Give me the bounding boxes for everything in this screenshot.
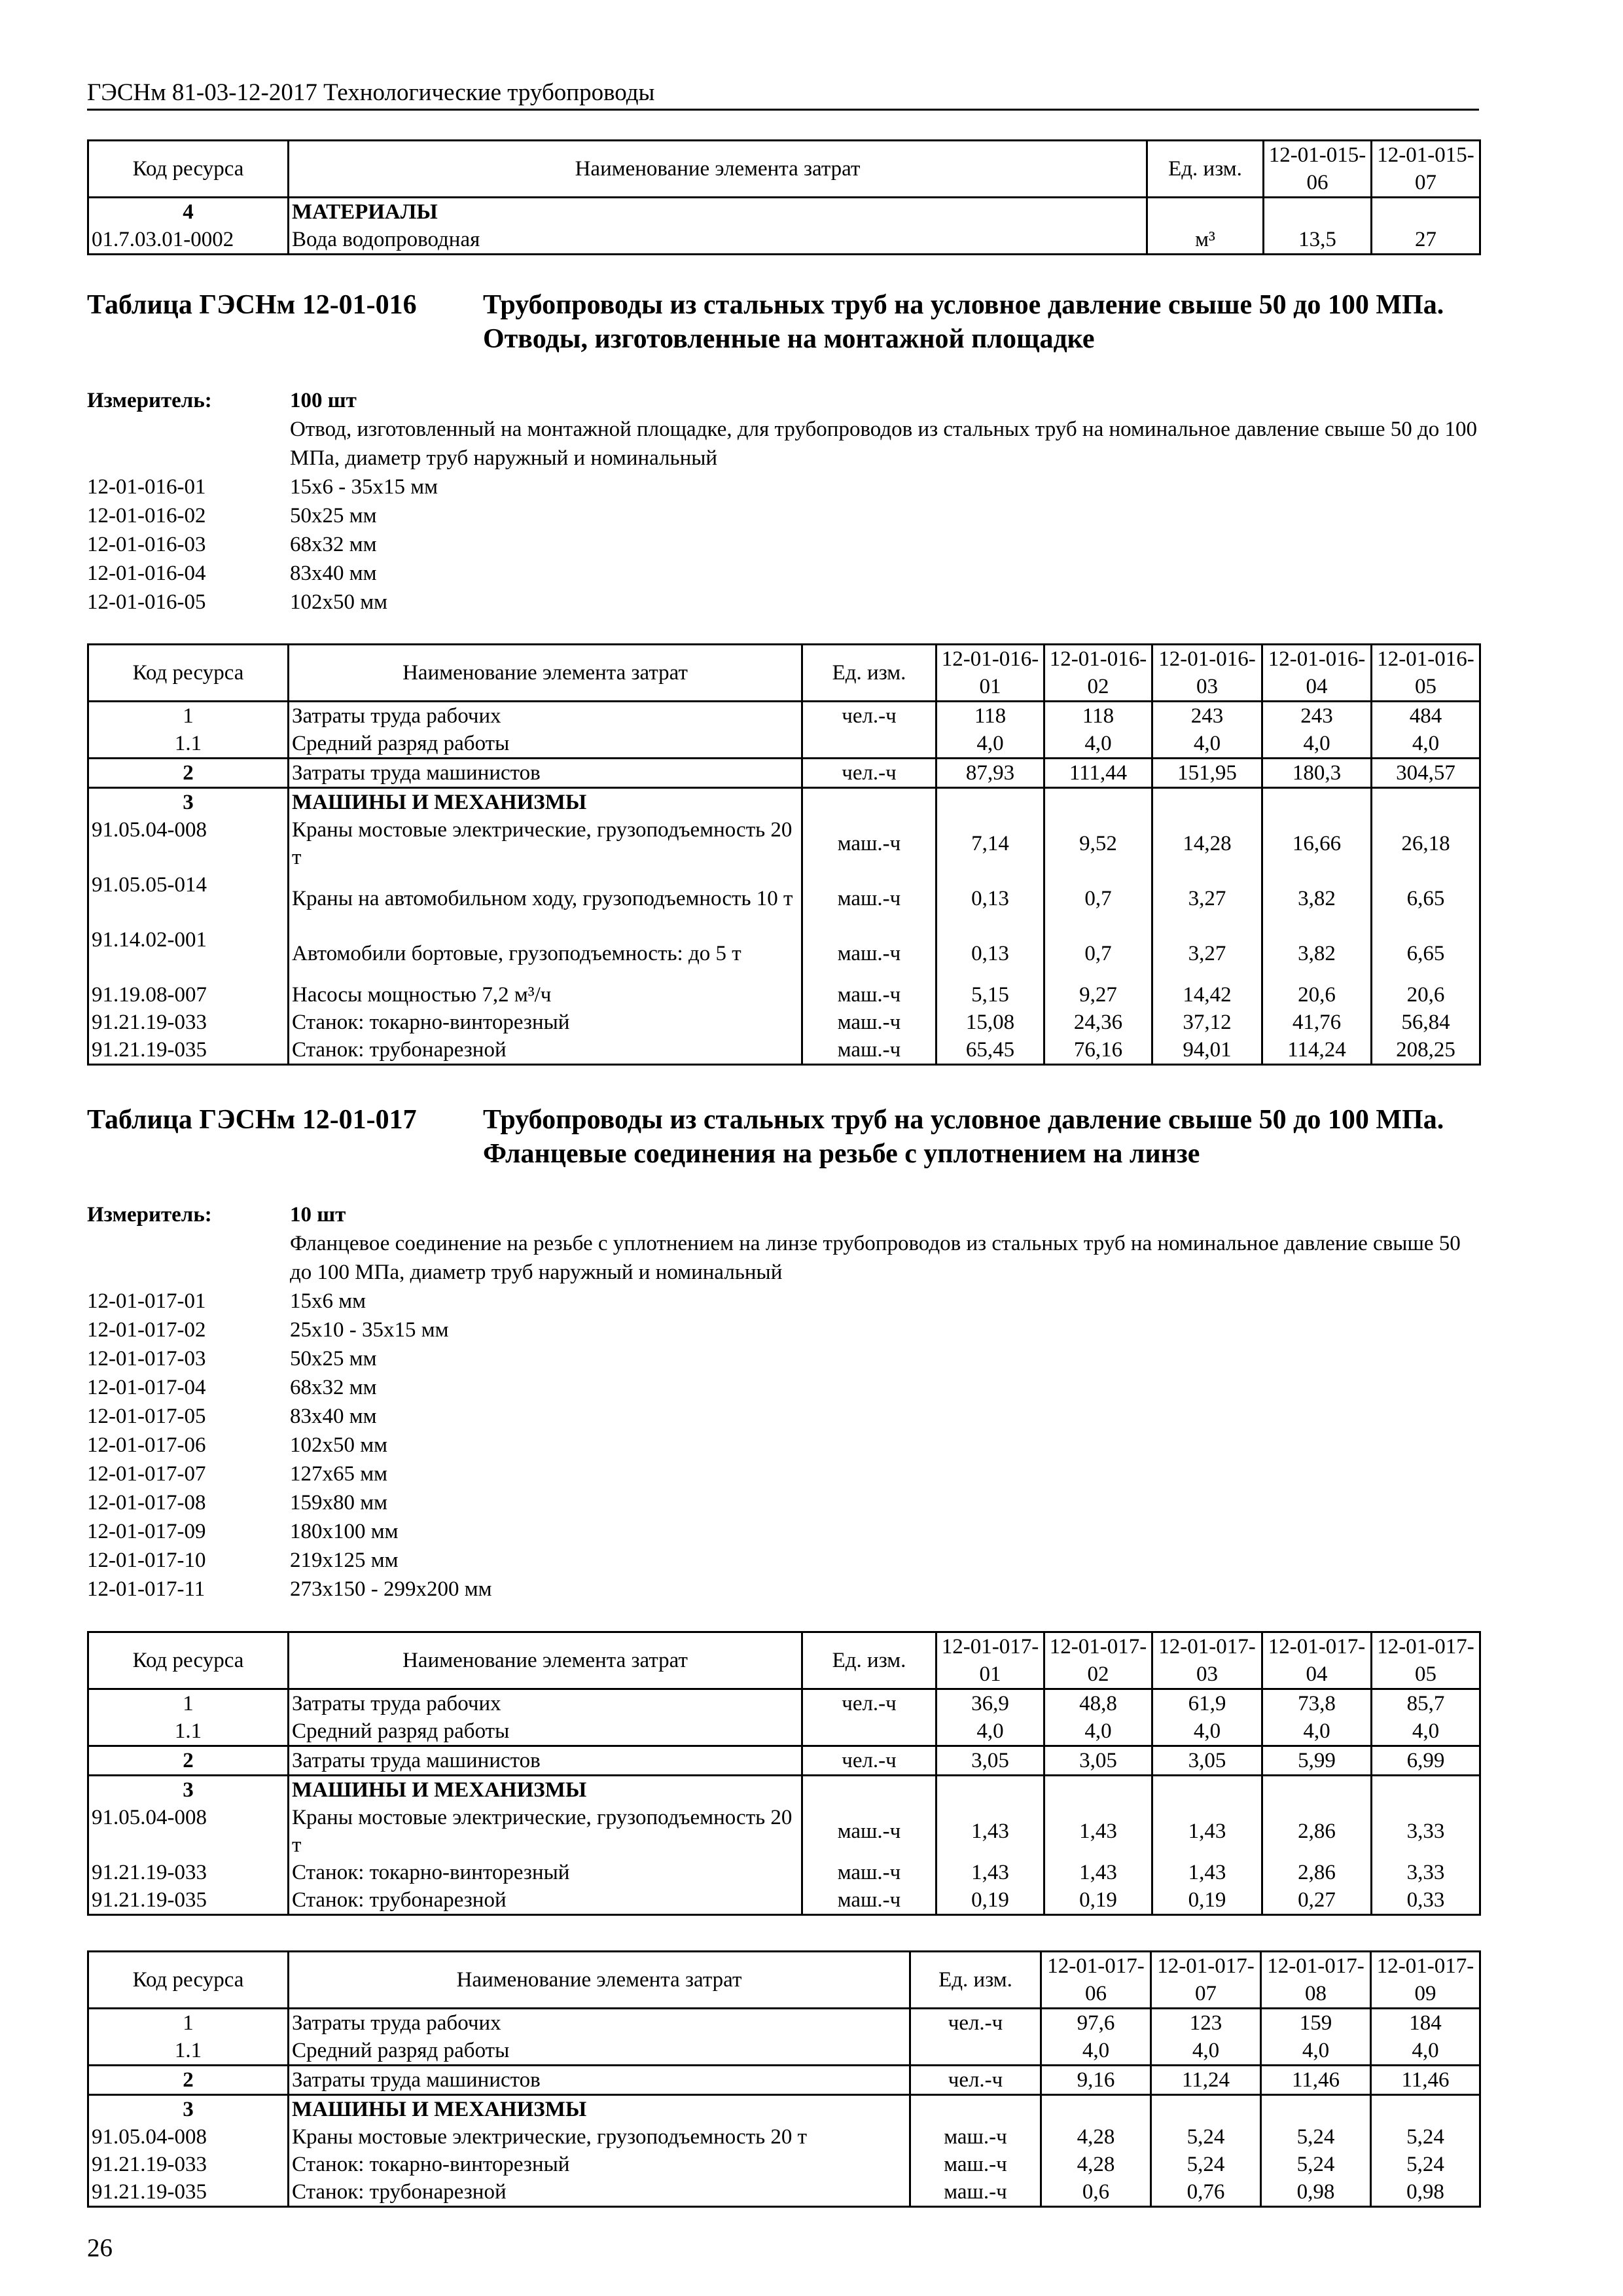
col-header-code: Код ресурса	[88, 141, 289, 198]
value-cell: 304,57	[1372, 759, 1480, 788]
unit-cell: маш.-ч	[802, 1859, 936, 1886]
cost-element-name: Вода водопроводная	[289, 226, 1147, 255]
unit-cell: чел.-ч	[910, 2009, 1041, 2037]
cost-element-name: Средний разряд работы	[289, 730, 802, 759]
col-header-name: Наименование элемента затрат	[289, 1632, 802, 1689]
col-header-rate: 12-01-016-02	[1044, 645, 1152, 702]
resource-table-015	[87, 139, 1481, 255]
resource-code: 2	[88, 759, 289, 788]
value-cell: 56,84	[1372, 1009, 1480, 1036]
item-code: 12-01-017-02	[87, 1318, 206, 1342]
table-row	[88, 2178, 1480, 2207]
value-cell: 9,52	[1044, 816, 1152, 871]
cost-element-name: Станок: трубонарезной	[289, 2178, 910, 2207]
value-cell: 5,24	[1261, 2151, 1371, 2178]
value-cell: 0,6	[1041, 2178, 1151, 2207]
unit-cell: чел.-ч	[802, 702, 936, 730]
page-header: ГЭСНм 81-03-12-2017 Технологические трубопроводы	[87, 79, 1479, 111]
value-cell: 13,5	[1264, 226, 1372, 255]
value-cell: 4,0	[1044, 1717, 1152, 1746]
value-cell: 4,28	[1041, 2123, 1151, 2151]
table-row	[88, 871, 1480, 926]
table-row	[88, 2123, 1480, 2151]
value-cell: 4,0	[936, 1717, 1044, 1746]
resource-code: 91.14.02-001	[88, 926, 289, 981]
table-row	[88, 926, 1480, 981]
value-cell: 97,6	[1041, 2009, 1151, 2037]
value-cell: 6,65	[1372, 871, 1480, 926]
table-number: Таблица ГЭСНм 12-01-017	[87, 1105, 417, 1135]
col-header-unit: Ед. изм.	[802, 645, 936, 702]
resource-code: 91.21.19-033	[88, 2151, 289, 2178]
cost-element-name: Станок: токарно-винторезный	[289, 1009, 802, 1036]
unit-cell: маш.-ч	[802, 1009, 936, 1036]
value-cell: 0,13	[936, 926, 1044, 981]
col-header-name: Наименование элемента затрат	[289, 141, 1147, 198]
col-header-rate: 12-01-017-02	[1044, 1632, 1152, 1689]
value-cell: 243	[1152, 702, 1262, 730]
col-header-rate: 12-01-017-07	[1151, 1952, 1261, 2009]
value-cell: 87,93	[936, 759, 1044, 788]
value-cell: 5,24	[1151, 2151, 1261, 2178]
cost-element-name: Затраты труда машинистов	[289, 1746, 802, 1776]
unit-cell: маш.-ч	[802, 981, 936, 1009]
col-header-rate: 12-01-015-06	[1264, 141, 1372, 198]
col-header-code: Код ресурса	[88, 645, 289, 702]
unit-cell: чел.-ч	[802, 1746, 936, 1776]
value-cell: 85,7	[1372, 1689, 1480, 1718]
value-cell: 4,0	[1152, 1717, 1262, 1746]
item-text: 15х6 мм	[290, 1289, 366, 1313]
value-cell: 6,99	[1372, 1746, 1480, 1776]
value-cell: 3,82	[1262, 926, 1372, 981]
value-cell: 4,0	[1262, 1717, 1372, 1746]
table-row	[88, 816, 1480, 871]
value-cell: 118	[1044, 702, 1152, 730]
resource-code: 1.1	[88, 2037, 289, 2066]
value-cell: 4,0	[1151, 2037, 1261, 2066]
value-cell: 4,0	[1261, 2037, 1371, 2066]
table-row	[88, 1746, 1480, 1776]
value-cell: 5,99	[1262, 1746, 1372, 1776]
value-cell: 3,27	[1152, 926, 1262, 981]
value-cell: 123	[1151, 2009, 1261, 2037]
value-cell: 7,14	[936, 816, 1044, 871]
resource-table-017-a	[87, 1631, 1481, 1916]
value-cell: 0,19	[1044, 1886, 1152, 1915]
value-cell: 0,7	[1044, 871, 1152, 926]
value-cell: 111,44	[1044, 759, 1152, 788]
col-header-rate: 12-01-015-07	[1372, 141, 1480, 198]
value-cell: 24,36	[1044, 1009, 1152, 1036]
value-cell: 9,27	[1044, 981, 1152, 1009]
col-header-unit: Ед. изм.	[1147, 141, 1264, 198]
resource-code: 91.05.04-008	[88, 1804, 289, 1859]
value-cell: 151,95	[1152, 759, 1262, 788]
meter-label: Измеритель:	[87, 389, 212, 412]
value-cell: 61,9	[1152, 1689, 1262, 1718]
col-header-rate: 12-01-017-01	[936, 1632, 1044, 1689]
table-row	[88, 981, 1480, 1009]
meter-block	[87, 1200, 1479, 1604]
value-cell: 0,98	[1371, 2178, 1480, 2207]
resource-code: 2	[88, 2066, 289, 2095]
item-text: 50х25 мм	[290, 504, 377, 528]
table-row	[88, 1717, 1480, 1746]
value-cell: 4,0	[1372, 730, 1480, 759]
col-header-rate: 12-01-017-08	[1261, 1952, 1371, 2009]
value-cell: 4,0	[936, 730, 1044, 759]
resource-code: 01.7.03.01-0002	[88, 226, 289, 255]
col-header-rate: 12-01-017-06	[1041, 1952, 1151, 2009]
item-text: 83х40 мм	[290, 562, 377, 585]
table-row	[88, 2009, 1480, 2037]
meter-description: Отвод, изготовленный на монтажной площадке, для трубопроводов из стальных труб на номинальное давление свыше 50 до 100 МПа, диаметр труб наружный и номинальный	[290, 418, 1478, 470]
value-cell: 184	[1371, 2009, 1480, 2037]
value-cell: 94,01	[1152, 1036, 1262, 1065]
item-text: 50х25 мм	[290, 1347, 377, 1371]
col-header-name: Наименование элемента затрат	[289, 645, 802, 702]
col-header-name: Наименование элемента затрат	[289, 1952, 910, 2009]
resource-code: 3	[88, 788, 289, 817]
table-row	[88, 1689, 1480, 1718]
value-cell: 3,27	[1152, 871, 1262, 926]
resource-code: 2	[88, 1746, 289, 1776]
item-text: 15х6 - 35х15 мм	[290, 475, 438, 499]
cost-element-name: Станок: токарно-винторезный	[289, 2151, 910, 2178]
col-header-rate: 12-01-016-01	[936, 645, 1044, 702]
item-code: 12-01-016-05	[87, 590, 206, 614]
value-cell: 5,24	[1371, 2123, 1480, 2151]
resource-table-016	[87, 643, 1481, 1066]
value-cell: 0,13	[936, 871, 1044, 926]
item-code: 12-01-016-02	[87, 504, 206, 528]
unit-cell: маш.-ч	[802, 926, 936, 981]
resource-code: 91.19.08-007	[88, 981, 289, 1009]
table-row	[88, 2095, 1480, 2124]
resource-code: 91.21.19-035	[88, 2178, 289, 2207]
value-cell: 1,43	[1152, 1804, 1262, 1859]
table-row	[88, 702, 1480, 730]
meter-description: Фланцевое соединение на резьбе с уплотнением на линзе трубопроводов из стальных труб на номинальное давление свыше 50 до 100 МПа, диаметр труб наружный и номинальный	[290, 1232, 1461, 1284]
value-cell: 73,8	[1262, 1689, 1372, 1718]
value-cell: 3,33	[1372, 1804, 1480, 1859]
table-row	[88, 1009, 1480, 1036]
cost-element-name: Средний разряд работы	[289, 2037, 910, 2066]
cost-element-name: Краны мостовые электрические, грузоподъемность 20 т	[289, 1804, 802, 1859]
value-cell: 16,66	[1262, 816, 1372, 871]
col-header-rate: 12-01-016-03	[1152, 645, 1262, 702]
resource-code: 91.05.04-008	[88, 2123, 289, 2151]
item-text: 273х150 - 299х200 мм	[290, 1577, 492, 1601]
value-cell: 4,0	[1152, 730, 1262, 759]
value-cell: 1,43	[936, 1804, 1044, 1859]
col-header-rate: 12-01-016-04	[1262, 645, 1372, 702]
item-text: 159х80 мм	[290, 1491, 388, 1515]
unit-cell: чел.-ч	[802, 1689, 936, 1718]
resource-code: 91.21.19-033	[88, 1009, 289, 1036]
resource-code: 1	[88, 1689, 289, 1718]
item-code: 12-01-017-05	[87, 1405, 206, 1428]
value-cell: 9,16	[1041, 2066, 1151, 2095]
cost-element-name: МАШИНЫ И МЕХАНИЗМЫ	[289, 788, 802, 817]
resource-code: 1	[88, 702, 289, 730]
value-cell: 20,6	[1372, 981, 1480, 1009]
unit-cell: чел.-ч	[910, 2066, 1041, 2095]
unit-cell: маш.-ч	[802, 1036, 936, 1065]
table-heading: Трубопроводы из стальных труб на условное давление свыше 50 до 100 МПа. Фланцевые соединения на резьбе с уплотнением на линзе	[483, 1105, 1444, 1169]
value-cell: 37,12	[1152, 1009, 1262, 1036]
cost-element-name: Краны мостовые электрические, грузоподъемность 20 т	[289, 2123, 910, 2151]
table-row	[88, 2151, 1480, 2178]
value-cell: 1,43	[1044, 1804, 1152, 1859]
cost-element-name: Насосы мощностью 7,2 м³/ч	[289, 981, 802, 1009]
col-header-code: Код ресурса	[88, 1632, 289, 1689]
item-code: 12-01-017-03	[87, 1347, 206, 1371]
value-cell: 11,24	[1151, 2066, 1261, 2095]
value-cell: 11,46	[1371, 2066, 1480, 2095]
table-row	[88, 2066, 1480, 2095]
cost-element-name: Станок: токарно-винторезный	[289, 1859, 802, 1886]
value-cell: 65,45	[936, 1036, 1044, 1065]
unit-cell: чел.-ч	[802, 759, 936, 788]
meter-value: 100 шт	[290, 389, 357, 412]
cost-element-name: Затраты труда машинистов	[289, 759, 802, 788]
unit-cell: маш.-ч	[802, 1886, 936, 1915]
cost-element-name: МАШИНЫ И МЕХАНИЗМЫ	[289, 2095, 910, 2124]
resource-code: 1	[88, 2009, 289, 2037]
unit-cell: маш.-ч	[802, 1804, 936, 1859]
resource-code: 91.05.04-008	[88, 816, 289, 871]
value-cell: 0,76	[1151, 2178, 1261, 2207]
resource-code: 1.1	[88, 1717, 289, 1746]
table-row	[88, 226, 1480, 255]
value-cell: 5,24	[1371, 2151, 1480, 2178]
value-cell: 6,65	[1372, 926, 1480, 981]
col-header-rate: 12-01-016-05	[1372, 645, 1480, 702]
meter-block	[87, 386, 1479, 617]
resource-code: 91.05.05-014	[88, 871, 289, 926]
value-cell: 3,33	[1372, 1859, 1480, 1886]
value-cell: 76,16	[1044, 1036, 1152, 1065]
page-number: 26	[87, 2234, 113, 2262]
value-cell: 20,6	[1262, 981, 1372, 1009]
item-text: 127х65 мм	[290, 1462, 388, 1486]
unit-cell: маш.-ч	[910, 2178, 1041, 2207]
item-code: 12-01-017-06	[87, 1433, 206, 1457]
value-cell: 208,25	[1372, 1036, 1480, 1065]
value-cell: 3,05	[1152, 1746, 1262, 1776]
cost-element-name: Затраты труда рабочих	[289, 1689, 802, 1718]
value-cell: 1,43	[1044, 1859, 1152, 1886]
col-header-rate: 12-01-017-03	[1152, 1632, 1262, 1689]
item-text: 102х50 мм	[290, 590, 388, 614]
item-code: 12-01-017-01	[87, 1289, 206, 1313]
value-cell: 0,7	[1044, 926, 1152, 981]
resource-code: 91.21.19-035	[88, 1886, 289, 1915]
table-heading: Трубопроводы из стальных труб на условное давление свыше 50 до 100 МПа. Отводы, изготовленные на монтажной площадке	[483, 290, 1444, 354]
value-cell: 114,24	[1262, 1036, 1372, 1065]
cost-element-name: Краны на автомобильном ходу, грузоподъемность 10 т	[289, 871, 802, 926]
value-cell: 4,0	[1041, 2037, 1151, 2066]
value-cell: 2,86	[1262, 1804, 1372, 1859]
item-code: 12-01-017-08	[87, 1491, 206, 1515]
item-code: 12-01-017-04	[87, 1376, 206, 1399]
cost-element-name: Затраты труда рабочих	[289, 2009, 910, 2037]
item-text: 83х40 мм	[290, 1405, 377, 1428]
value-cell: 4,0	[1372, 1717, 1480, 1746]
resource-code: 91.21.19-033	[88, 1859, 289, 1886]
col-header-unit: Ед. изм.	[910, 1952, 1041, 2009]
col-header-rate: 12-01-017-04	[1262, 1632, 1372, 1689]
item-text: 219х125 мм	[290, 1549, 399, 1572]
item-code: 12-01-017-11	[87, 1577, 205, 1601]
value-cell: 5,24	[1151, 2123, 1261, 2151]
table-number: Таблица ГЭСНм 12-01-016	[87, 290, 417, 320]
table-row	[88, 1804, 1480, 1859]
cost-element-name: МАТЕРИАЛЫ	[289, 198, 1147, 226]
item-code: 12-01-016-03	[87, 533, 206, 556]
col-header-code: Код ресурса	[88, 1952, 289, 2009]
table-row	[88, 1036, 1480, 1065]
item-code: 12-01-017-09	[87, 1520, 206, 1543]
meter-value: 10 шт	[290, 1203, 346, 1227]
resource-table-017-b	[87, 1950, 1481, 2208]
cost-element-name: Затраты труда рабочих	[289, 702, 802, 730]
item-text: 68х32 мм	[290, 1376, 377, 1399]
item-text: 25х10 - 35х15 мм	[290, 1318, 449, 1342]
value-cell: 0,33	[1372, 1886, 1480, 1915]
value-cell: 11,46	[1261, 2066, 1371, 2095]
table-title	[87, 1103, 1479, 1171]
value-cell: 4,28	[1041, 2151, 1151, 2178]
value-cell: 14,42	[1152, 981, 1262, 1009]
col-header-rate: 12-01-017-09	[1371, 1952, 1480, 2009]
value-cell: 48,8	[1044, 1689, 1152, 1718]
table-row	[88, 2037, 1480, 2066]
cost-element-name: Затраты труда машинистов	[289, 2066, 910, 2095]
unit-cell: маш.-ч	[802, 871, 936, 926]
table-row	[88, 1886, 1480, 1915]
resource-code: 3	[88, 2095, 289, 2124]
table-row	[88, 759, 1480, 788]
value-cell: 118	[936, 702, 1044, 730]
value-cell: 4,0	[1262, 730, 1372, 759]
value-cell: 2,86	[1262, 1859, 1372, 1886]
value-cell: 1,43	[936, 1859, 1044, 1886]
item-text: 68х32 мм	[290, 533, 377, 556]
cost-element-name: Станок: трубонарезной	[289, 1036, 802, 1065]
value-cell: 36,9	[936, 1689, 1044, 1718]
value-cell: 159	[1261, 2009, 1371, 2037]
table-row	[88, 788, 1480, 817]
cost-element-name: Средний разряд работы	[289, 1717, 802, 1746]
col-header-unit: Ед. изм.	[802, 1632, 936, 1689]
value-cell: 5,24	[1261, 2123, 1371, 2151]
cost-element-name: Краны мостовые электрические, грузоподъемность 20 т	[289, 816, 802, 871]
value-cell: 243	[1262, 702, 1372, 730]
value-cell: 0,19	[936, 1886, 1044, 1915]
value-cell: 41,76	[1262, 1009, 1372, 1036]
value-cell: 14,28	[1152, 816, 1262, 871]
value-cell: 4,0	[1044, 730, 1152, 759]
value-cell: 4,0	[1371, 2037, 1480, 2066]
value-cell: 0,27	[1262, 1886, 1372, 1915]
value-cell: 26,18	[1372, 816, 1480, 871]
col-header-rate: 12-01-017-05	[1372, 1632, 1480, 1689]
cost-element-name: Автомобили бортовые, грузоподъемность: до 5 т	[289, 926, 802, 981]
item-code: 12-01-016-01	[87, 475, 206, 499]
item-code: 12-01-017-10	[87, 1549, 206, 1572]
unit-cell: маш.-ч	[802, 816, 936, 871]
value-cell: 484	[1372, 702, 1480, 730]
value-cell: 0,19	[1152, 1886, 1262, 1915]
unit-cell: м³	[1147, 226, 1264, 255]
resource-code: 91.21.19-035	[88, 1036, 289, 1065]
cost-element-name: Станок: трубонарезной	[289, 1886, 802, 1915]
table-row	[88, 198, 1480, 226]
table-row	[88, 730, 1480, 759]
cost-element-name: МАШИНЫ И МЕХАНИЗМЫ	[289, 1776, 802, 1804]
resource-code: 4	[88, 198, 289, 226]
item-text: 180х100 мм	[290, 1520, 399, 1543]
meter-label: Измеритель:	[87, 1203, 212, 1227]
value-cell: 3,82	[1262, 871, 1372, 926]
value-cell: 180,3	[1262, 759, 1372, 788]
table-row	[88, 1859, 1480, 1886]
value-cell: 5,15	[936, 981, 1044, 1009]
resource-code: 1.1	[88, 730, 289, 759]
table-row	[88, 1776, 1480, 1804]
item-code: 12-01-016-04	[87, 562, 206, 585]
resource-code: 3	[88, 1776, 289, 1804]
item-text: 102х50 мм	[290, 1433, 388, 1457]
value-cell: 3,05	[1044, 1746, 1152, 1776]
table-title	[87, 288, 1479, 356]
value-cell: 27	[1372, 226, 1480, 255]
value-cell: 15,08	[936, 1009, 1044, 1036]
unit-cell: маш.-ч	[910, 2151, 1041, 2178]
value-cell: 0,98	[1261, 2178, 1371, 2207]
value-cell: 1,43	[1152, 1859, 1262, 1886]
value-cell: 3,05	[936, 1746, 1044, 1776]
unit-cell: маш.-ч	[910, 2123, 1041, 2151]
item-code: 12-01-017-07	[87, 1462, 206, 1486]
